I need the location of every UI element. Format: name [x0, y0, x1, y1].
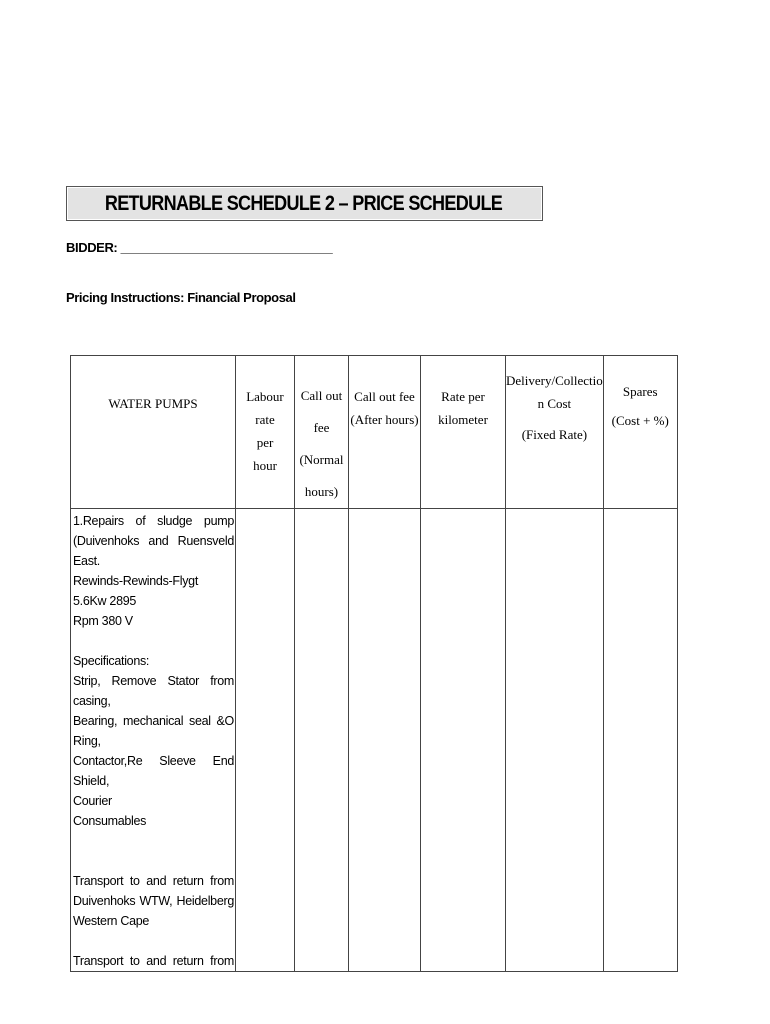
header-delivery-cost: Delivery/Collectio n Cost (Fixed Rate)	[506, 356, 604, 509]
call-out-normal-cell[interactable]	[295, 509, 349, 972]
header-call-out-after: Call out fee (After hours)	[349, 356, 421, 509]
page-title: RETURNABLE SCHEDULE 2 – PRICE SCHEDULE	[104, 192, 503, 215]
spares-cell[interactable]	[603, 509, 677, 972]
labour-rate-cell[interactable]	[236, 509, 295, 972]
delivery-cost-cell[interactable]	[506, 509, 604, 972]
header-labour-rate: Labour rate per hour	[236, 356, 295, 509]
header-call-out-normal: Call out fee (Normal hours)	[295, 356, 349, 509]
header-water-pumps: WATER PUMPS	[71, 356, 236, 509]
item-description-cell: 1.Repairs of sludge pump (Duivenhoks and Ruensveld East. Rewinds-Rewinds-Flygt 5.6Kw 2895 Rpm 380 V Specifications: Strip, Remove Stator from casing, Bearing, mechanical seal &O Ring, Contactor,Re Sleeve End Shield, Courier Consumables Transport to and return from Duivenhoks WTW, Heidelberg Western Cape Transport to and return from	[71, 509, 236, 972]
header-rate-per-km: Rate per kilometer	[421, 356, 506, 509]
table-row	[71, 509, 678, 972]
bidder-field[interactable]: BIDDER: _______________________________	[66, 240, 333, 255]
rate-per-km-cell[interactable]	[421, 509, 506, 972]
pricing-instructions: Pricing Instructions: Financial Proposal	[66, 290, 296, 305]
call-out-after-cell[interactable]	[349, 509, 421, 972]
header-spares: Spares (Cost + %)	[603, 356, 677, 509]
table-header-row	[71, 356, 678, 509]
price-schedule-table	[70, 355, 678, 972]
